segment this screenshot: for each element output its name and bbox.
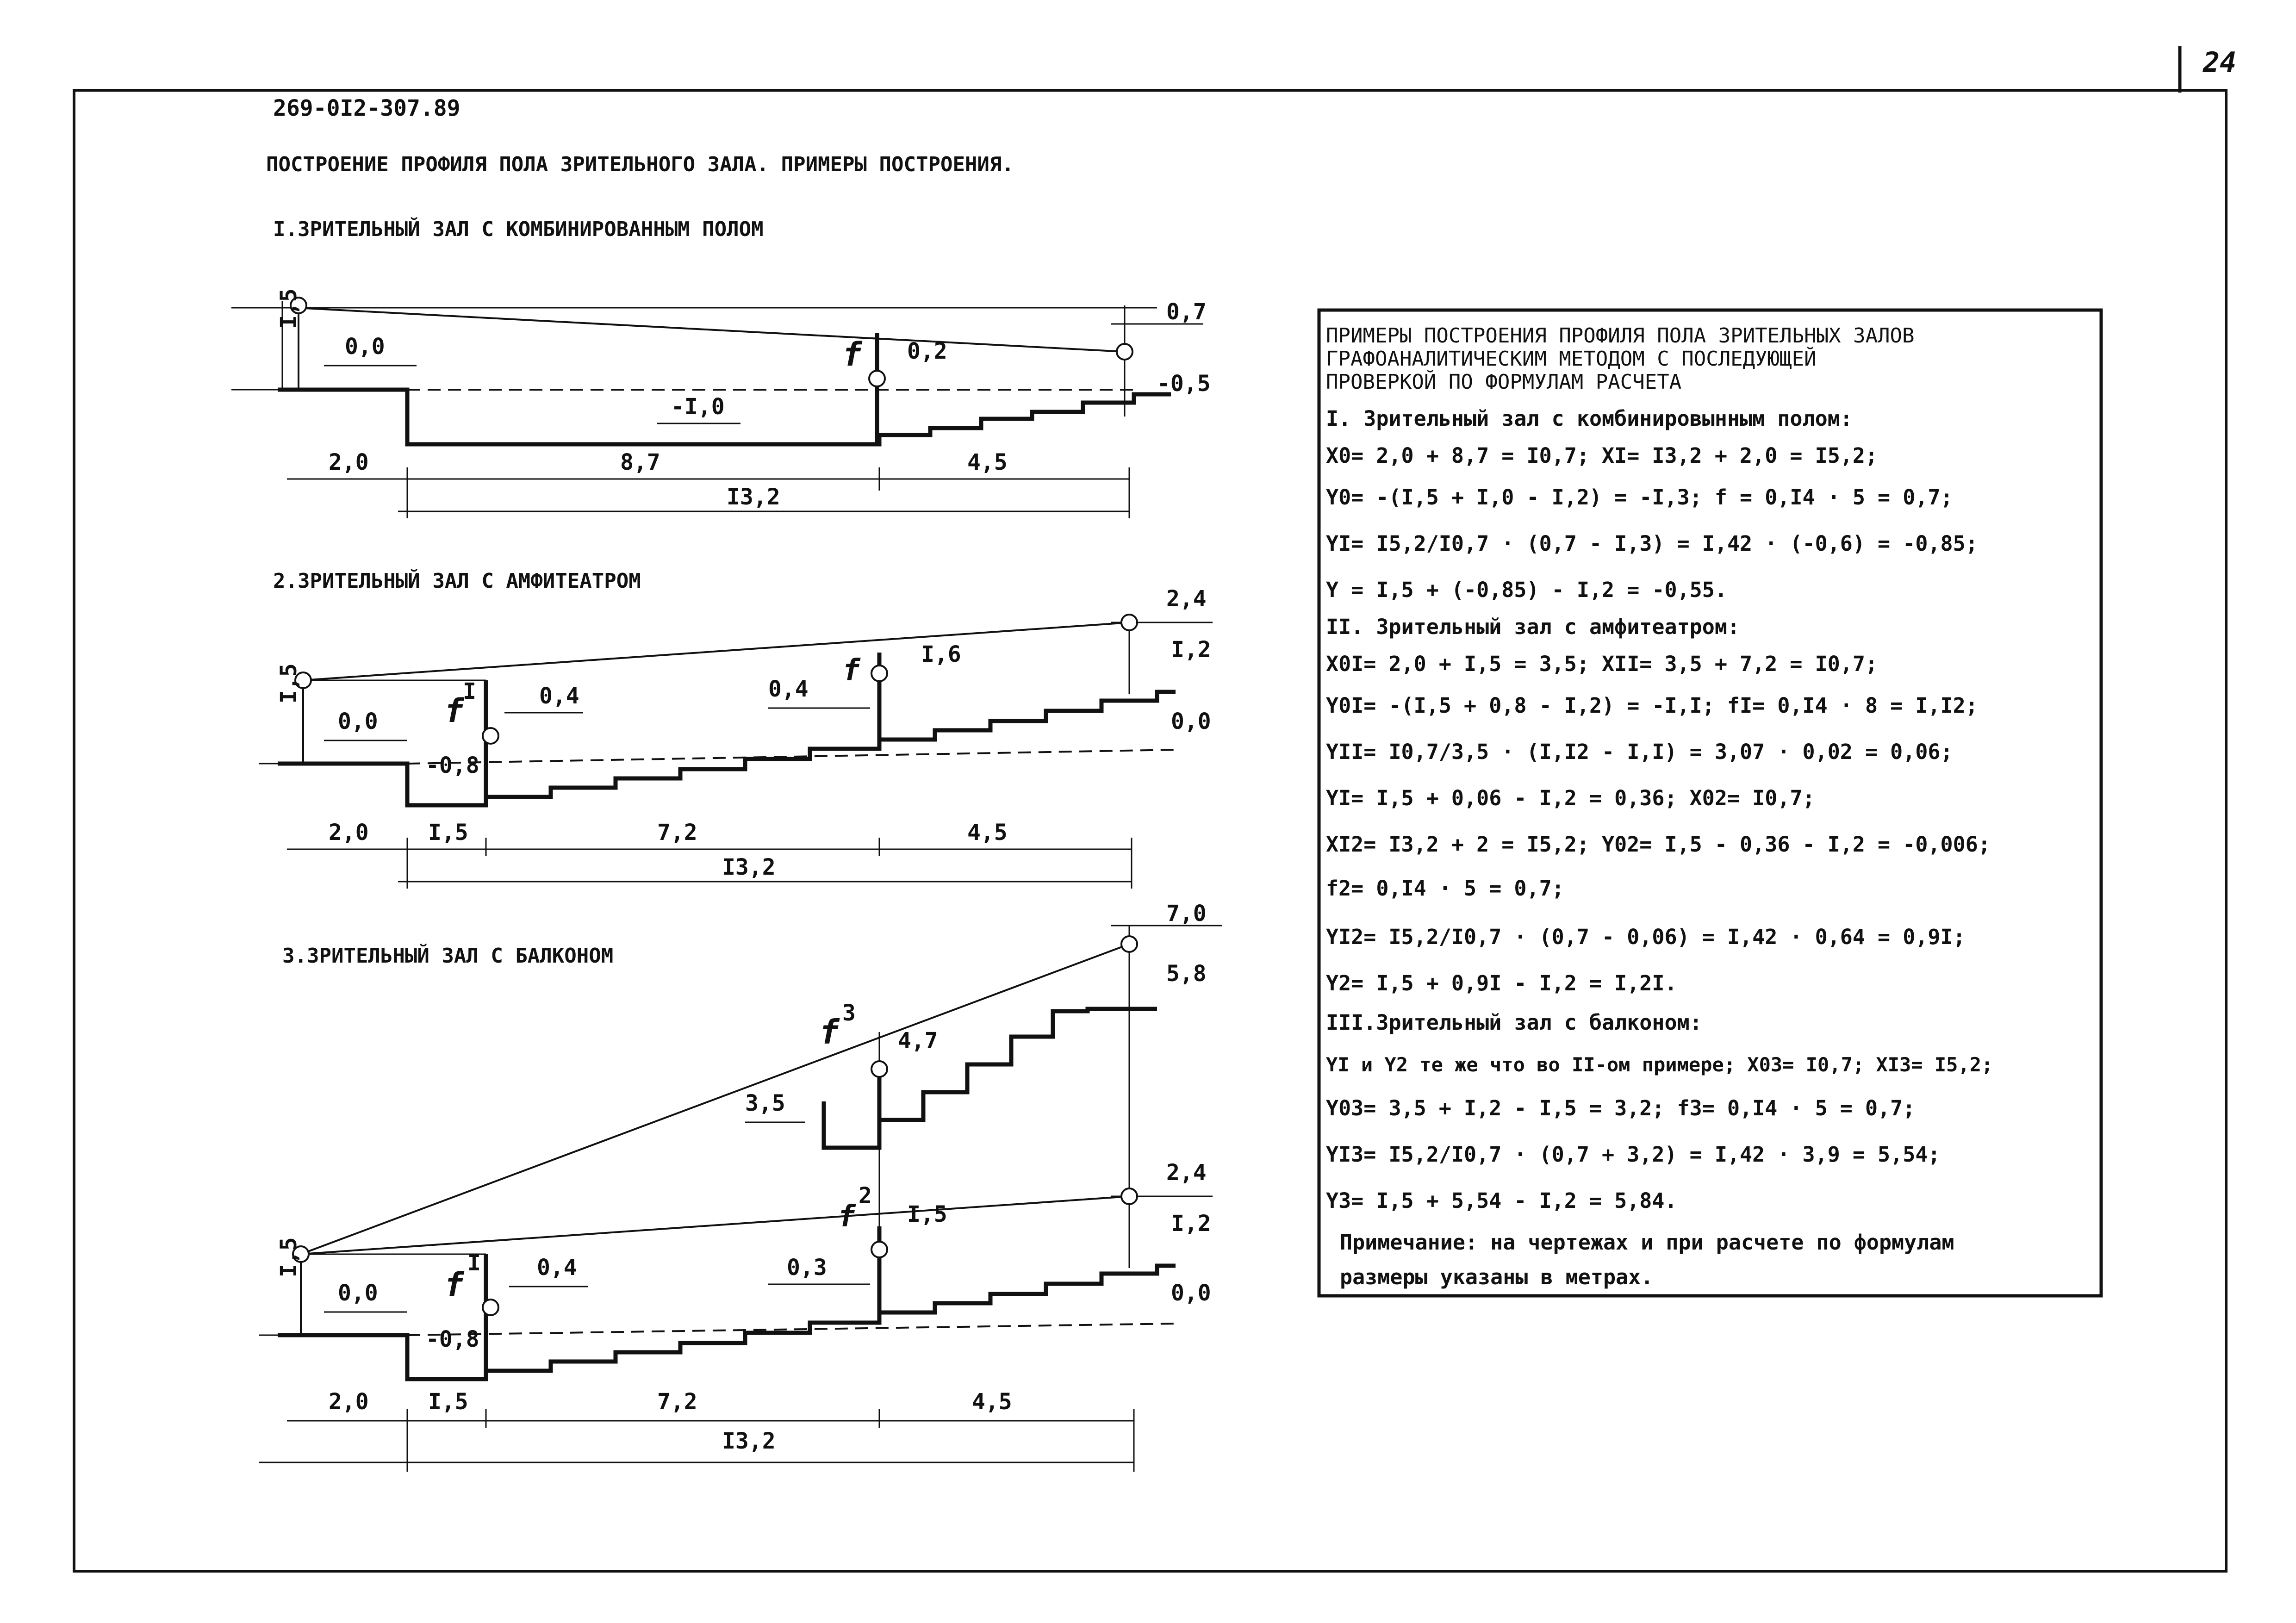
formula-line: YI= I,5 + 0,06 - I,2 = 0,36; X02= I0,7; [1326, 786, 1815, 810]
dim-label-1: 2,0 [329, 1389, 369, 1415]
dim-label-1: 2,0 [329, 449, 369, 475]
f1-point [483, 728, 498, 744]
formula-line: III.Зрительный зал с балконом: [1326, 1010, 1702, 1035]
f2-value-label: I,6 [921, 641, 961, 667]
level-m08-label: -0,8 [426, 1326, 479, 1352]
sightline [296, 308, 1125, 352]
end-point [1121, 1188, 1137, 1204]
f1-label: f [444, 1266, 464, 1304]
formula-line: X0I= 2,0 + I,5 = 3,5; XII= 3,5 + 7,2 = I0,7; [1326, 652, 1878, 676]
level-m1-label: -I,0 [671, 394, 725, 420]
page-number: 24 [2203, 46, 2237, 79]
formula-line: Y03= 3,5 + I,2 - I,5 = 3,2; f3= 0,I4 · 5 = 0,7; [1326, 1096, 1916, 1120]
height-label: I,5 [276, 663, 302, 703]
section-2-amphitheatre [259, 568, 1213, 889]
f3-point [871, 1061, 887, 1077]
level-04b-label: 0,4 [768, 676, 809, 702]
box-heading-line: ПРИМЕРЫ ПОСТРОЕНИЯ ПРОФИЛЯ ПОЛА ЗРИТЕЛЬНЫХ ЗАЛОВ [1326, 324, 1915, 348]
dim-label-3: 4,5 [967, 449, 1008, 475]
f1-point [483, 1300, 498, 1315]
f2-superscript: 2 [859, 1183, 872, 1209]
right-low-label: I,2 [1171, 1211, 1211, 1237]
formula-line: Y0= -(I,5 + I,0 - I,2) = -I,3; f = 0,I4 · 5 = 0,7; [1326, 485, 1953, 510]
f-point [869, 371, 885, 386]
note-line: Примечание: на чертежах и при расчете по формулам [1340, 1230, 1954, 1255]
formula-line: YI= I5,2/I0,7 · (0,7 - I,3) = I,42 · (-0,6) = -0,85; [1326, 531, 1978, 556]
f3-value-label: 4,7 [898, 1028, 938, 1054]
level-03-label: 0,3 [787, 1255, 827, 1281]
f2-point [871, 1242, 887, 1257]
f2-point [871, 665, 887, 681]
height-label: I,5 [276, 288, 302, 329]
dim-label-2: I,5 [428, 820, 468, 846]
f-value-label: 0,2 [907, 338, 947, 364]
dim-label-4: I3,2 [727, 484, 780, 510]
formula-line: YI2= I5,2/I0,7 · (0,7 - 0,06) = I,42 · 0,64 = 0,9I; [1326, 925, 1966, 949]
formula-line: Y3= I,5 + 5,54 - I,2 = 5,84. [1326, 1188, 1677, 1213]
f2-label: f [838, 1200, 856, 1234]
sightline [301, 1196, 1129, 1254]
right-top-label: 2,4 [1166, 586, 1207, 612]
end-point [1117, 344, 1132, 360]
balcony-sightline [301, 944, 1129, 1254]
height-label: I,5 [276, 1237, 302, 1277]
dim-label-3: 7,2 [657, 1389, 697, 1415]
formula-line: f2= 0,I4 · 5 = 0,7; [1326, 876, 1564, 901]
section-1-title: I.ЗРИТЕЛЬНЫЙ ЗАЛ С КОМБИНИРОВАННЫМ ПОЛОМ [273, 218, 764, 241]
note-line: размеры указаны в метрах. [1340, 1265, 1654, 1289]
level-0-label: 0,0 [338, 709, 378, 734]
zero-level-dashed [407, 750, 1176, 764]
f2-value-label: I,5 [907, 1201, 947, 1227]
end-point [1121, 615, 1137, 630]
dim-label-1: 2,0 [329, 820, 369, 846]
formula-line: Y0I= -(I,5 + 0,8 - I,2) = -I,I; fI= 0,I4 · 8 = I,I2; [1326, 693, 1978, 718]
floor-profile [278, 1266, 1176, 1379]
dim-label-5: I3,2 [722, 854, 776, 880]
document-code: 269-0I2-307.89 [273, 95, 460, 121]
formula-line: X0= 2,0 + 8,7 = I0,7; XI= I3,2 + 2,0 = I5,2; [1326, 443, 1878, 468]
formula-line: YI и Y2 те же что во II-ом примере; X03= I0,7; XI3= I5,2; [1326, 1053, 1993, 1076]
f1-label: f [444, 692, 464, 730]
balcony-end-point [1121, 936, 1137, 952]
right-top-label: 0,7 [1166, 299, 1207, 325]
formula-box [1319, 310, 2101, 1296]
formula-line: YI3= I5,2/I0,7 · (0,7 + 3,2) = I,42 · 3,9 = 5,54; [1326, 1142, 1941, 1167]
right-top-label: 7,0 [1166, 901, 1207, 927]
right-zero-label: 0,0 [1171, 1280, 1211, 1306]
right-bottom-label: -0,5 [1157, 371, 1211, 397]
level-0-label: 0,0 [345, 334, 385, 360]
formula-line: I. Зрительный зал с комбинировынным полом: [1326, 406, 1853, 431]
floor-profile [278, 692, 1176, 805]
f1-superscript: I [467, 1250, 481, 1276]
formula-line: YII= I0,7/3,5 · (I,I2 - I,I) = 3,07 · 0,02 = 0,06; [1326, 740, 1953, 764]
formula-line: XI2= I3,2 + 2 = I5,2; Y02= I,5 - 0,36 - I,2 = -0,006; [1326, 832, 1991, 857]
section-1-combined-floor [231, 217, 1211, 518]
section-3-title: 3.ЗРИТЕЛЬНЫЙ ЗАЛ С БАЛКОНОМ [282, 944, 614, 968]
section-2-title: 2.ЗРИТЕЛЬНЫЙ ЗАЛ С АМФИТЕАТРОМ [273, 569, 641, 593]
formula-line: Y2= I,5 + 0,9I - I,2 = I,2I. [1326, 971, 1677, 995]
f1-superscript: I [463, 678, 476, 704]
sheet-title: ПОСТРОЕНИЕ ПРОФИЛЯ ПОЛА ЗРИТЕЛЬНОГО ЗАЛА. ПРИМЕРЫ ПОСТРОЕНИЯ. [266, 153, 1014, 176]
dim-label-2: 8,7 [620, 449, 660, 475]
box-heading-line: ГРАФОАНАЛИТИЧЕСКИМ МЕТОДОМ С ПОСЛЕДУЮЩЕЙ [1326, 347, 1817, 371]
level-04-label: 0,4 [539, 683, 579, 709]
f3-label: f [819, 1013, 840, 1051]
right-balcony-label: 5,8 [1166, 961, 1207, 987]
balcony-profile [824, 1009, 1157, 1148]
right-mid-label: I,2 [1171, 637, 1211, 663]
dim-label-4: 4,5 [972, 1389, 1012, 1415]
dim-label-2: I,5 [428, 1389, 468, 1415]
right-zero-label: 0,0 [1171, 709, 1211, 734]
level-m08-label: -0,8 [426, 752, 479, 778]
formula-line: II. Зрительный зал с амфитеатром: [1326, 615, 1740, 639]
formula-line: Y = I,5 + (-0,85) - I,2 = -0,55. [1326, 578, 1727, 602]
dim-label-5: I3,2 [722, 1428, 776, 1454]
f3-superscript: 3 [842, 1000, 856, 1026]
level-35-label: 3,5 [745, 1090, 785, 1116]
f-label: f [842, 336, 862, 373]
section-3-balcony [259, 901, 1222, 1472]
box-heading-line: ПРОВЕРКОЙ ПО ФОРМУЛАМ РАСЧЕТА [1326, 370, 1682, 394]
right-mid-label: 2,4 [1166, 1160, 1207, 1186]
dim-label-3: 7,2 [657, 820, 697, 846]
sightline [303, 622, 1129, 680]
dim-label-4: 4,5 [967, 820, 1008, 846]
level-04-label: 0,4 [537, 1255, 577, 1281]
f2-label: f [842, 653, 860, 688]
level-0-label: 0,0 [338, 1280, 378, 1306]
